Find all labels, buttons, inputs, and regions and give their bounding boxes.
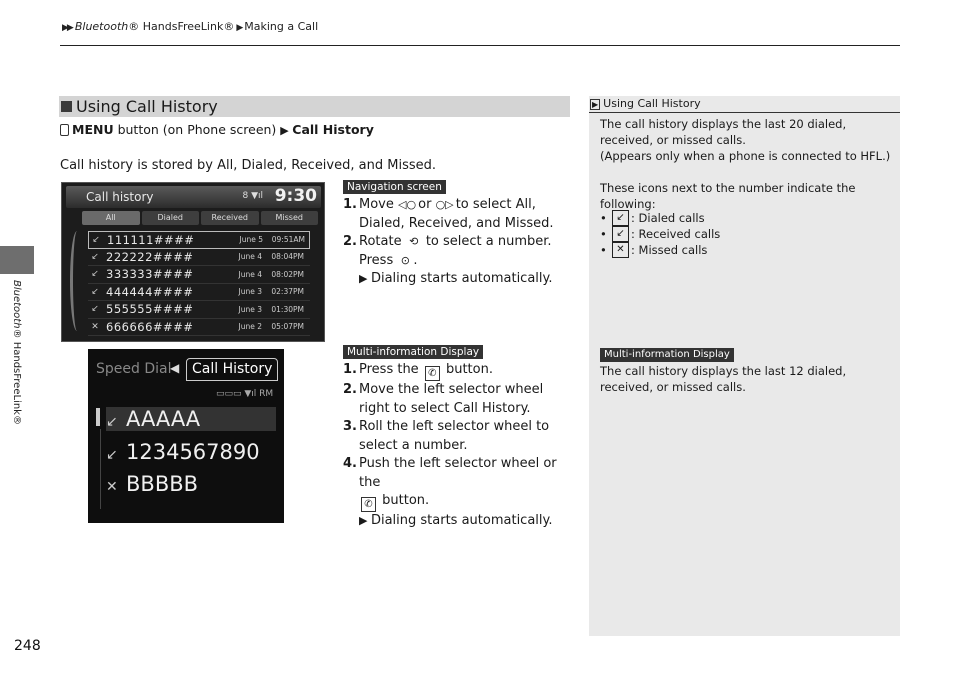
dialed-call-icon: ↙ (91, 251, 99, 262)
chapter-tab (0, 246, 34, 274)
missed-call-icon: ✕ (612, 242, 629, 258)
nav-steps (343, 196, 573, 289)
dialed-call-icon: ↙ (92, 234, 100, 245)
phone-button-icon: ✆ (361, 497, 376, 512)
list-item: ↙ 222222#### June 4 08:04PM (88, 249, 310, 267)
list-item: ↙ 555555#### June 3 01:30PM (88, 301, 310, 319)
step-4: 4. Push the left selector wheel or the ✆ button. (343, 456, 557, 510)
mid-tab-call-history: Call History (186, 358, 278, 381)
triangle-right-icon: ▶ (236, 23, 242, 33)
step-1: 1. Press the ✆ button. (343, 362, 493, 379)
nav-title-bar (66, 186, 321, 208)
mid-tab-speed-dial: Speed Dial (96, 361, 172, 377)
list-item: • ↙ : Received calls (600, 227, 721, 241)
joystick-right-icon: ○▷ (435, 198, 454, 211)
menu-path: MENU button (on Phone screen) ▶ Call History (60, 122, 374, 137)
mid-tag: Multi-information Display (600, 348, 734, 362)
list-item: ↙ 444444#### June 3 02:37PM (88, 284, 310, 302)
step-4-result: ▶ Dialing starts automatically. (359, 513, 553, 528)
info-paragraph: These icons next to the number indicate the following: (600, 181, 856, 211)
navigation-screen-image (61, 182, 325, 342)
rotate-knob-icon: ⟲ (409, 235, 419, 248)
received-call-icon: ↙ (106, 447, 118, 463)
received-call-icon: ↙ (91, 269, 99, 280)
joystick-left-icon: ◁○ (398, 198, 417, 211)
header-rule (60, 45, 900, 46)
received-call-icon: ↙ (612, 226, 629, 242)
list-item: ↙ 1234567890 (106, 440, 276, 464)
info-paragraph: The call history displays the last 12 dialed, received, or missed calls. (600, 364, 847, 394)
press-knob-icon: ⊙ (400, 253, 410, 267)
triangle-right-icon: ▶▶ (62, 23, 72, 33)
navigation-screen-tag: Navigation screen (343, 180, 446, 194)
breadcrumb-current: Making a Call (244, 20, 319, 33)
mid-steps (343, 361, 573, 531)
dialed-call-icon: ↙ (106, 414, 118, 430)
mid-selection-bar (96, 408, 100, 426)
info-panel (589, 96, 900, 636)
nav-tab-dialed: Dialed (142, 211, 200, 225)
nav-tab-all: All (82, 211, 140, 225)
nav-tab-missed: Missed (261, 211, 319, 225)
info-panel-title: ▶ Using Call History (589, 96, 900, 113)
signal-indicator-icon: 8 ▼ıl (242, 191, 263, 201)
triangle-right-icon: ▶ (359, 514, 371, 527)
info-paragraph: The call history displays the last 20 dialed, received, or missed calls. (600, 117, 847, 147)
signal-indicator-icon: ▭▭▭ ▼ıl RM (216, 389, 274, 399)
list-item: • ↙ : Dialed calls (600, 211, 705, 225)
chapter-label: Bluetooth® HandsFreeLink® (11, 280, 22, 425)
dialed-call-icon: ↙ (612, 210, 629, 226)
breadcrumb-bluetooth: Bluetooth (74, 20, 129, 33)
nav-title: Call history (86, 190, 154, 204)
reference-arrow-icon: ▶ (592, 100, 599, 109)
phone-button-icon: ✆ (425, 366, 440, 381)
nav-scroll-arc (70, 231, 84, 331)
list-item: ↙ AAAAA (106, 407, 276, 431)
mid-tag: Multi-information Display (343, 345, 483, 359)
intro-text: Call history is stored by All, Dialed, Received, and Missed. (60, 158, 436, 173)
step-1: 1. Move ◁○ or ○▷ to select All, Dialed, Received, and Missed. (343, 197, 554, 231)
step-2: 2. Rotate ⟲ to select a number. Press ⊙ . (343, 233, 573, 270)
list-item: ✕ BBBBB (106, 472, 276, 496)
page-number: 248 (14, 638, 41, 654)
icon-legend (600, 210, 895, 258)
list-item: ↙ 111111#### June 5 09:51AM (88, 231, 310, 249)
triangle-right-icon: ▶ (280, 124, 293, 137)
left-arrow-icon: ◀ (170, 361, 180, 375)
nav-call-list (88, 231, 310, 336)
home-button-icon (60, 124, 69, 136)
list-item: ↙ 333333#### June 4 08:02PM (88, 266, 310, 284)
list-item: • ✕ : Missed calls (600, 243, 708, 257)
dialed-call-icon: ↙ (91, 304, 99, 315)
missed-call-icon: ✕ (106, 479, 118, 495)
section-title: Using Call History (59, 96, 570, 117)
received-call-icon: ↙ (91, 286, 99, 297)
step-3: 3. Roll the left selector wheel to select a number. (343, 419, 550, 453)
triangle-right-icon: ▶ (359, 272, 371, 285)
list-item: ✕ 666666#### June 2 05:07PM (88, 319, 310, 337)
nav-tabs (82, 211, 318, 225)
step-2-result: ▶ Dialing starts automatically. (359, 271, 553, 286)
info-paragraph: (Appears only when a phone is connected to HFL.) (600, 149, 891, 163)
nav-clock: 9:30 (274, 186, 317, 206)
missed-call-icon: ✕ (91, 321, 99, 332)
square-bullet-icon (61, 101, 72, 112)
nav-tab-received: Received (201, 211, 259, 225)
multi-information-display-image (88, 349, 284, 523)
step-2: 2. Move the left selector wheel right to select Call History. (343, 382, 544, 416)
mid-divider (100, 429, 101, 509)
breadcrumb-hfl: ® HandsFreeLink® (128, 20, 235, 33)
breadcrumb (60, 20, 318, 33)
